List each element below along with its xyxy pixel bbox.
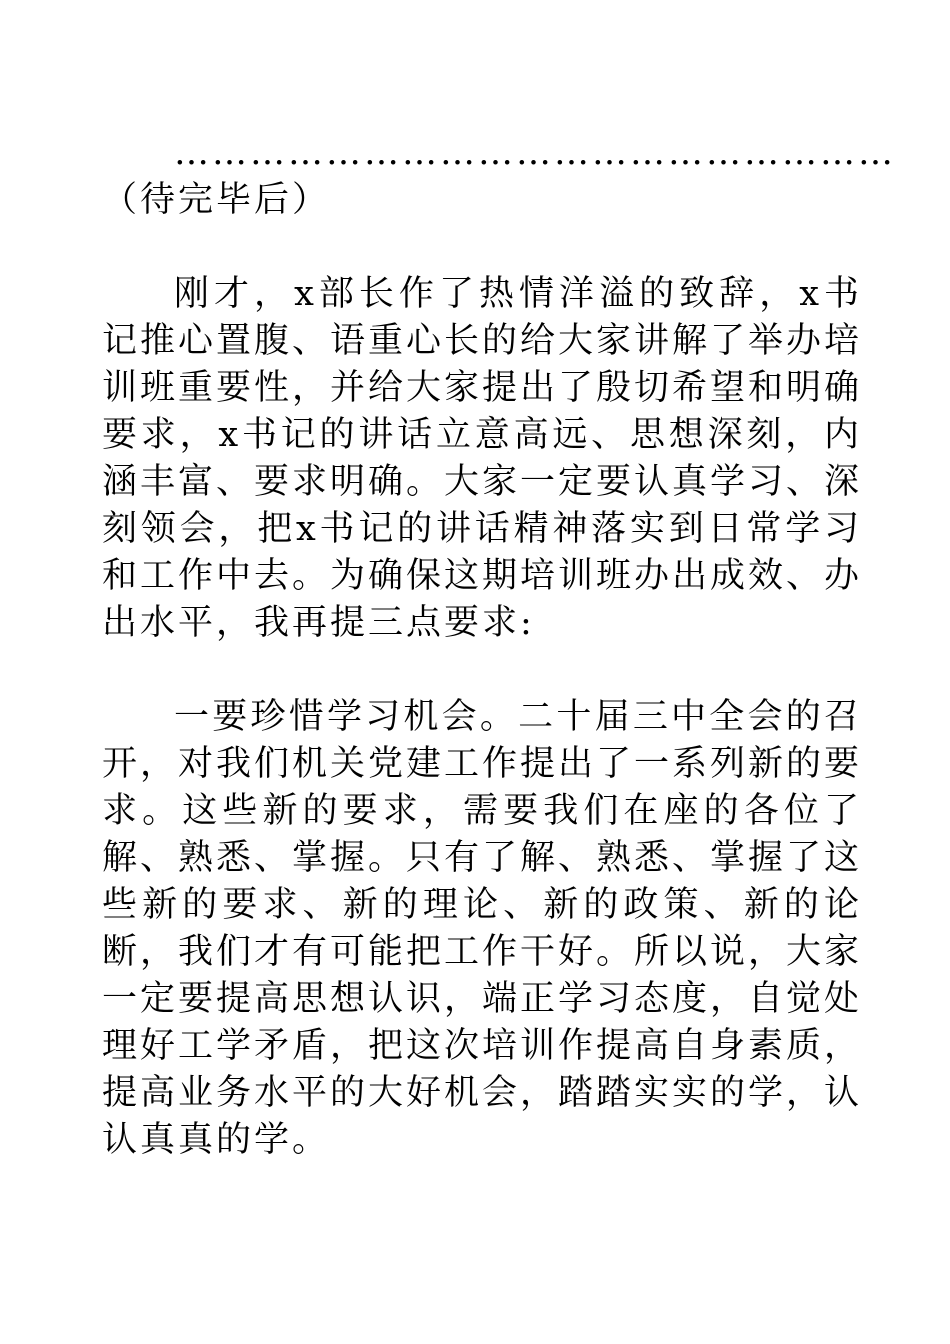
paragraph-pending-note: …………………………………………………（待完毕后）: [102, 133, 896, 220]
paragraph-opening-remarks: 刚才，x部长作了热情洋溢的致辞，x书记推心置腹、语重心长的给大家讲解了举办培训班重要性，并给大家提出了殷切希望和明确要求，x书记的讲话立意高远、思想深刻，内涵丰富、要求明确。大家一定要认真学习、深刻领会，把x书记的讲话精神落实到日常学习和工作中去。为确保这期培训班办出成效、办出水平，我再提三点要求:: [102, 274, 863, 643]
paragraph-requirement-one: 一要珍惜学习机会。二十届三中全会的召开，对我们机关党建工作提出了一系列新的要求。这些新的要求，需要我们在座的各位了解、熟悉、掌握。只有了解、熟悉、掌握了这些新的要求、新的理论、新的政策、新的论断，我们才有可能把工作干好。所以说，大家一定要提高思想认识，端正学习态度，自觉处理好工学矛盾，把这次培训作提高自身素质，提高业务水平的大好机会，踏踏实实的学，认认真真的学。: [102, 697, 863, 1160]
document-body: [102, 130, 896, 1164]
